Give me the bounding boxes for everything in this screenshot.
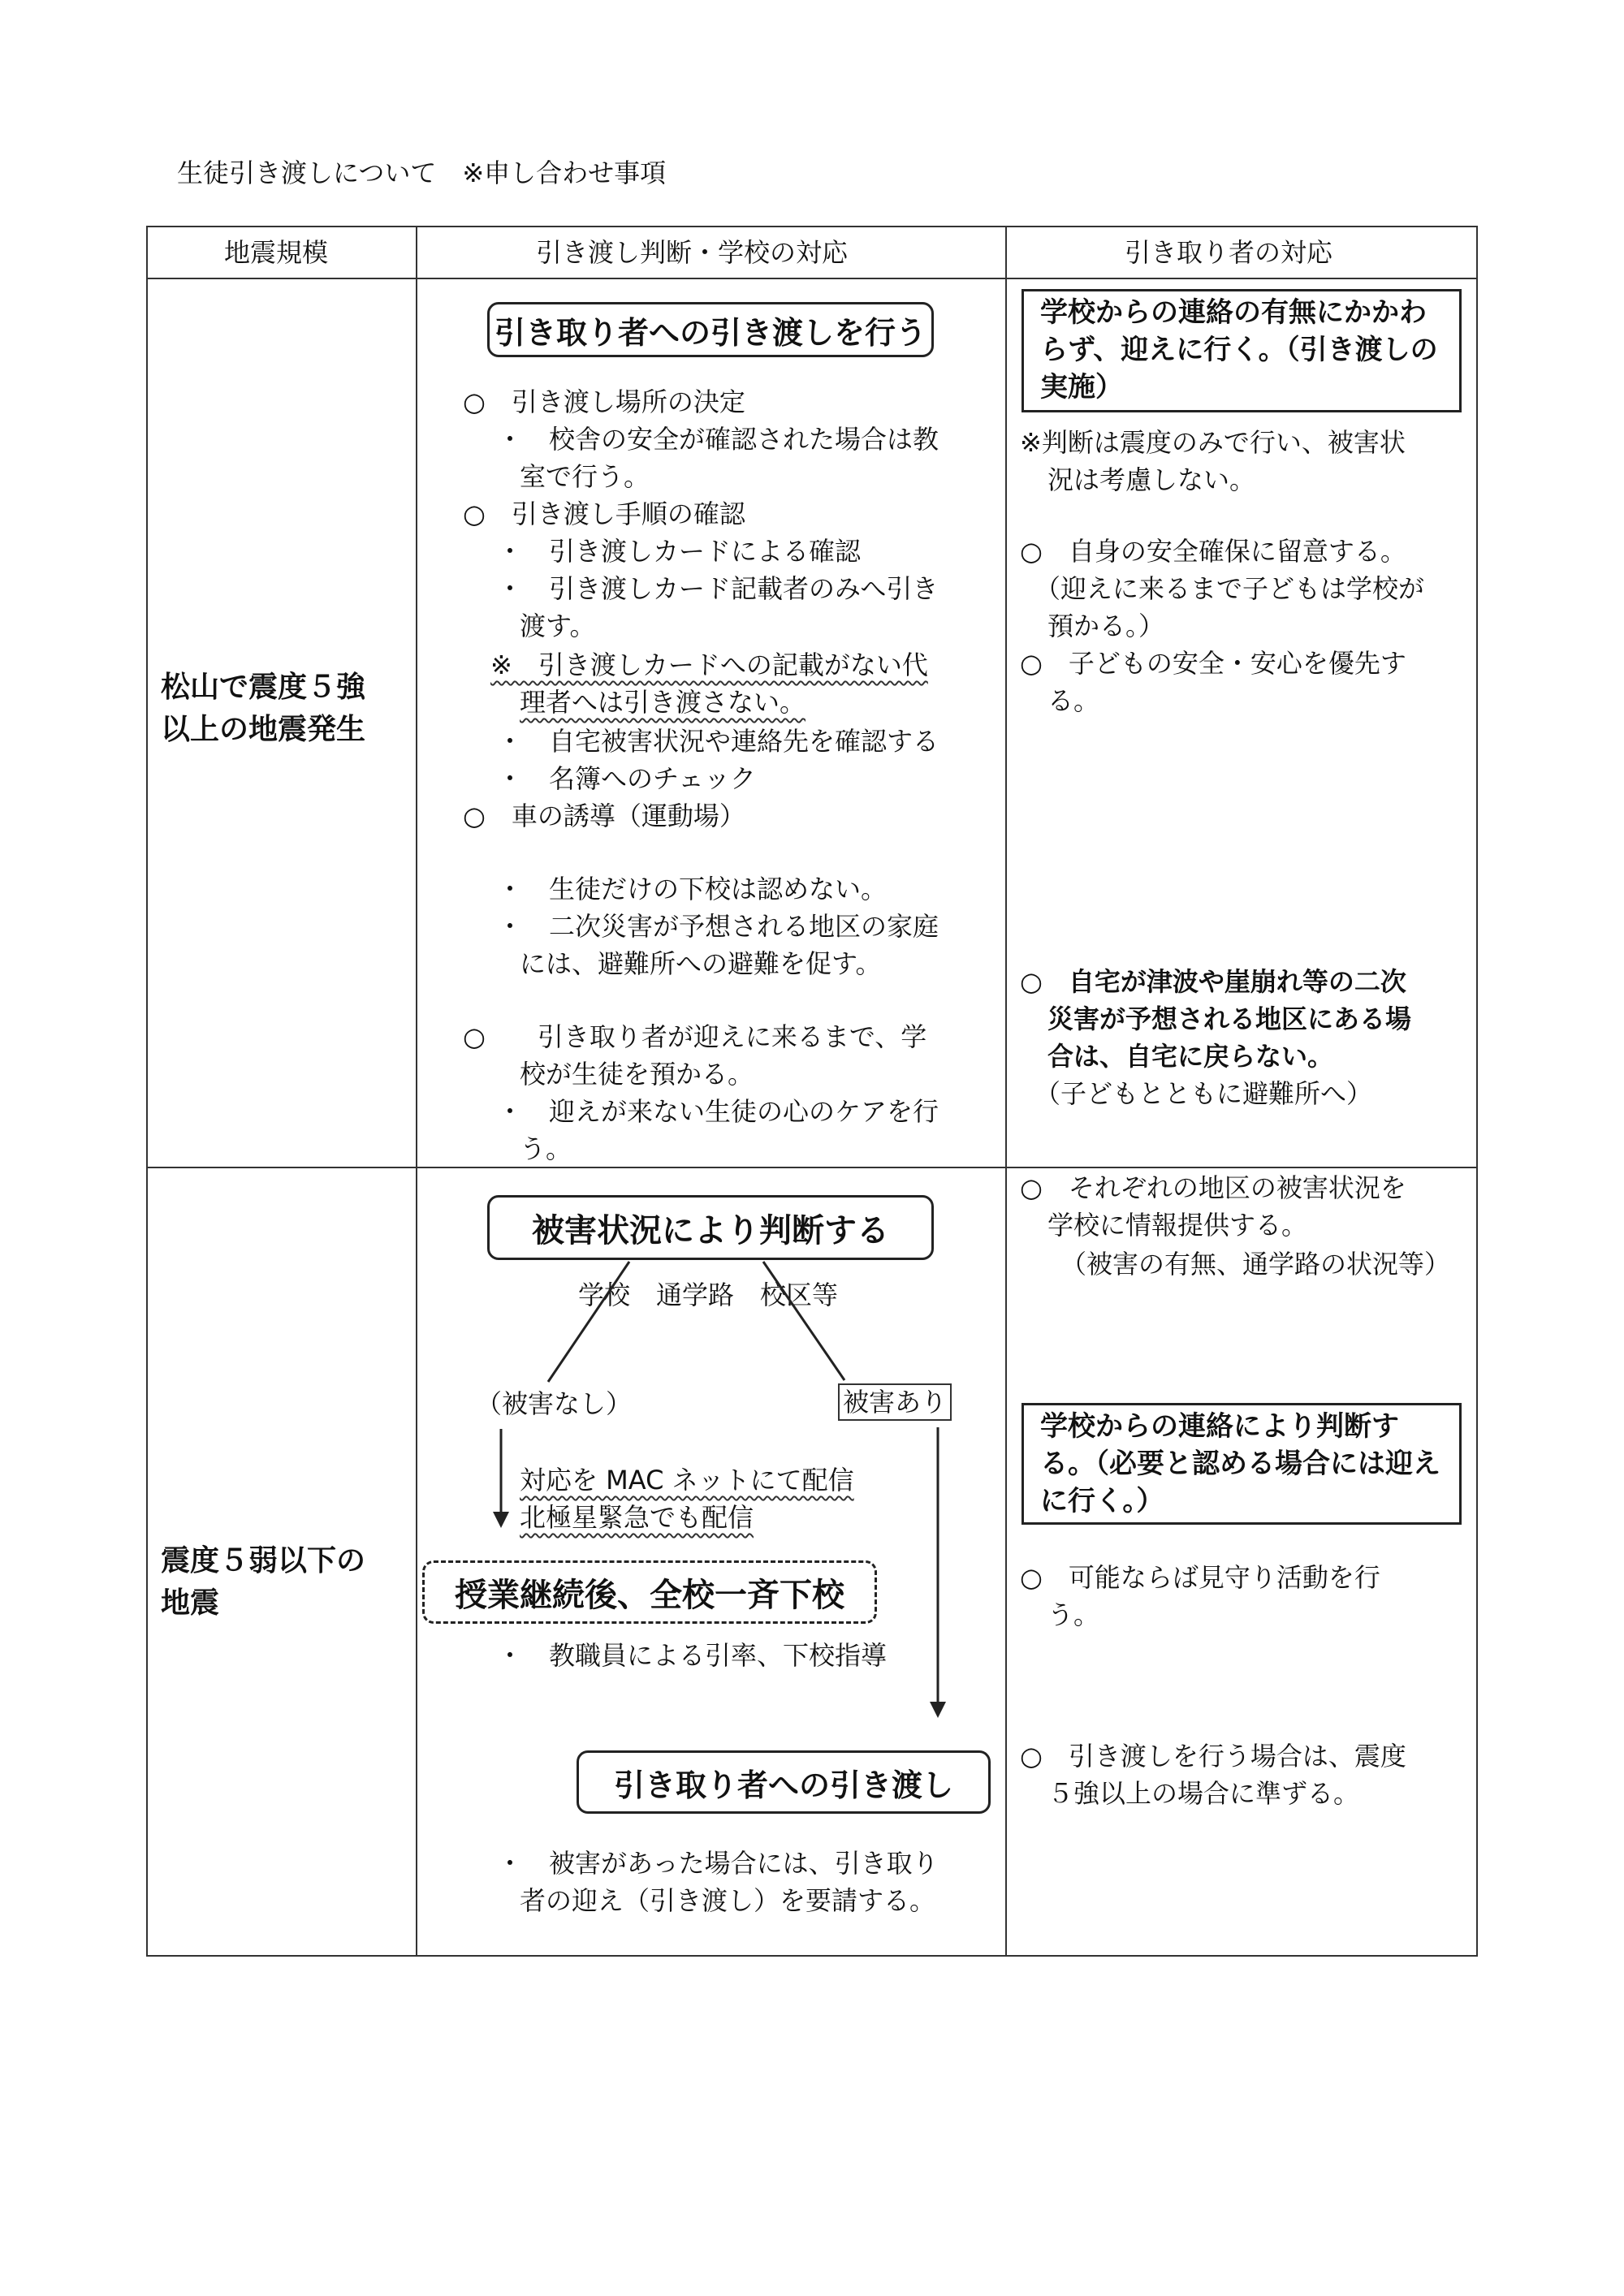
row1-handover-box: 引き取り者への引き渡しを行う bbox=[487, 302, 934, 357]
row2-judge-box: 被害状況により判断する bbox=[487, 1195, 934, 1260]
row2-scale-line1: 震度５弱以下の bbox=[161, 1544, 366, 1577]
row1-scale-line1: 松山で震度５強 bbox=[161, 671, 366, 704]
notice-mac-net: 対応を MAC ネットにて配信 bbox=[520, 1465, 854, 1495]
row2-factors: 学校 通学路 校区等 bbox=[578, 1280, 839, 1310]
row1-pickup-box: 学校からの連絡の有無にかかわ らず、迎えに行く。（引き渡しの 実施） bbox=[1021, 289, 1462, 412]
page-title: 生徒引き渡しについて ※申し合わせ事項 bbox=[177, 158, 667, 188]
header-scale: 地震規模 bbox=[224, 237, 329, 268]
row2-dismiss-box: 授業継続後、全校一斉下校 bbox=[422, 1560, 877, 1624]
no-damage-label: （被害なし） bbox=[476, 1388, 633, 1419]
row2-scale-line2: 地震 bbox=[161, 1586, 220, 1620]
row1-scale-line2: 以上の地震発生 bbox=[161, 713, 366, 746]
row2-handover-box: 引き取り者への引き渡し bbox=[577, 1750, 991, 1814]
notice-hokkyokusei: 北極星緊急でも配信 bbox=[520, 1502, 754, 1533]
row2-dismiss-item: ・ 教職員による引率、下校指導 bbox=[497, 1640, 888, 1671]
row2-pickup-box: 学校からの連絡により判断す る。（必要と認める場合には迎え に行く。） bbox=[1021, 1403, 1462, 1525]
row2-handover-item-2: 者の迎え（引き渡し）を要請する。 bbox=[520, 1885, 936, 1916]
header-school: 引き渡し判断・学校の対応 bbox=[536, 237, 849, 268]
header-pickup: 引き取り者の対応 bbox=[1125, 237, 1333, 268]
damage-label: 被害あり bbox=[838, 1383, 952, 1421]
row2-handover-item-1: ・ 被害があった場合には、引き取り bbox=[497, 1848, 939, 1879]
